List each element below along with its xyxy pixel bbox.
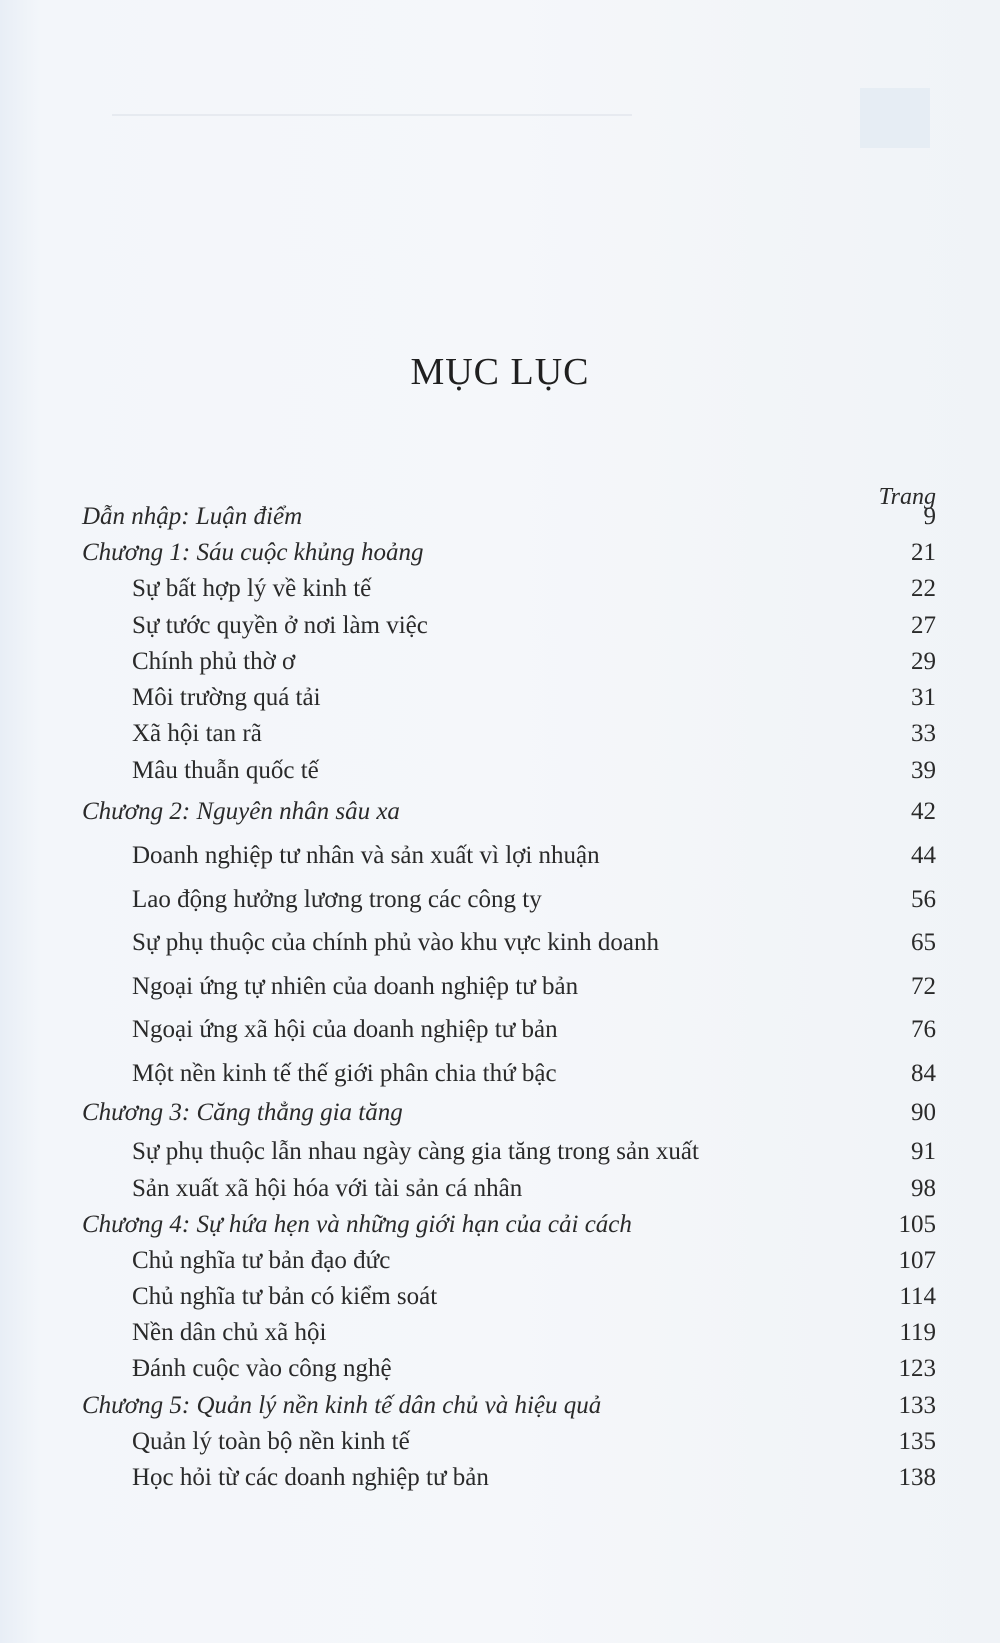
- toc-entry-page-number: 107: [898, 1247, 936, 1274]
- toc-entry-title: Chủ nghĩa tư bản đạo đức: [132, 1247, 391, 1274]
- toc-entry-page-number: 27: [911, 612, 936, 639]
- toc-entry-page-number: 21: [911, 539, 936, 566]
- toc-entry-page-number: 72: [911, 973, 936, 1000]
- toc-entry-page-number: 138: [898, 1464, 936, 1491]
- toc-entry-page-number: 44: [911, 842, 936, 869]
- toc-entry-title: Sự phụ thuộc lẫn nhau ngày càng gia tăng trong sản xuất: [132, 1138, 699, 1165]
- bleed-through-page-box: [860, 88, 930, 148]
- page-column-label: Trang: [878, 484, 936, 510]
- toc-entry-page-number: 42: [911, 798, 936, 825]
- page-title: MỤC LỤC: [410, 351, 590, 393]
- toc-chapter-entry: [82, 499, 936, 535]
- toc-section-entry: [82, 1056, 936, 1092]
- toc-entry-page-number: 119: [899, 1319, 936, 1346]
- toc-entry-title: Chương 4: Sự hứa hẹn và những giới hạn của cải cách: [82, 1211, 632, 1238]
- toc-entry-title: Ngoại ứng xã hội của doanh nghiệp tư bản: [132, 1016, 558, 1043]
- toc-section-entry: [82, 644, 936, 680]
- toc-chapter-entry: [82, 1388, 936, 1424]
- toc-section-entry: [82, 680, 936, 716]
- toc-entry-page-number: 39: [911, 757, 936, 784]
- toc-entry-title: Chủ nghĩa tư bản có kiểm soát: [132, 1283, 438, 1310]
- toc-entry-title: Chương 2: Nguyên nhân sâu xa: [82, 798, 400, 825]
- toc-entry-page-number: 123: [898, 1355, 936, 1382]
- toc-section-entry: [82, 1279, 936, 1315]
- toc-section-entry: [82, 882, 936, 918]
- toc-chapter-entry: [82, 1207, 936, 1243]
- toc-entry-title: Dẫn nhập: Luận điểm: [82, 503, 303, 530]
- toc-section-entry: [82, 608, 936, 644]
- toc-entry-page-number: 114: [899, 1283, 936, 1310]
- toc-section-entry: [82, 969, 936, 1005]
- toc-section-entry: [82, 925, 936, 961]
- toc-entry-title: Ngoại ứng tự nhiên của doanh nghiệp tư bản: [132, 973, 579, 1000]
- toc-chapter-entry: [82, 794, 936, 830]
- toc-entry-title: Chương 5: Quản lý nền kinh tế dân chủ và hiệu quả: [82, 1392, 602, 1419]
- toc-entry-page-number: 65: [911, 929, 936, 956]
- toc-entry-page-number: 9: [923, 503, 936, 530]
- toc-entry-page-number: 84: [911, 1060, 936, 1087]
- toc-entry-page-number: 29: [911, 648, 936, 675]
- toc-section-entry: [82, 1424, 936, 1460]
- toc-section-entry: [82, 1315, 936, 1351]
- toc-entry-page-number: 22: [911, 575, 936, 602]
- toc-entry-title: Doanh nghiệp tư nhân và sản xuất vì lợi nhuận: [132, 842, 600, 869]
- toc-entry-page-number: 31: [911, 684, 936, 711]
- toc-entry-page-number: 98: [911, 1175, 936, 1202]
- toc-entry-title: Quản lý toàn bộ nền kinh tế: [132, 1428, 410, 1455]
- toc-entry-page-number: 135: [898, 1428, 936, 1455]
- toc-entry-title: Chính phủ thờ ơ: [132, 648, 296, 675]
- toc-section-entry: [82, 1012, 936, 1048]
- toc-entry-page-number: 91: [911, 1138, 936, 1165]
- toc-chapter-entry: [82, 1095, 936, 1131]
- toc-section-entry: [82, 1171, 936, 1207]
- toc-entry-page-number: 33: [911, 720, 936, 747]
- toc-entry-title: Đánh cuộc vào công nghệ: [132, 1355, 392, 1382]
- toc-entry-title: Chương 3: Căng thẳng gia tăng: [82, 1099, 403, 1126]
- toc-section-entry: [82, 1351, 936, 1387]
- toc-entry-title: Học hỏi từ các doanh nghiệp tư bản: [132, 1464, 489, 1491]
- toc-entry-title: Chương 1: Sáu cuộc khủng hoảng: [82, 539, 424, 566]
- bleed-through-header: [112, 100, 632, 116]
- toc-section-entry: [82, 1460, 936, 1496]
- toc-entry-title: Xã hội tan rã: [132, 720, 262, 747]
- toc-entry-title: Lao động hưởng lương trong các công ty: [132, 886, 542, 913]
- toc-chapter-entry: [82, 535, 936, 571]
- toc-entry-title: Nền dân chủ xã hội: [132, 1319, 327, 1346]
- toc-entry-title: Một nền kinh tế thế giới phân chia thứ bậc: [132, 1060, 557, 1087]
- toc-section-entry: [82, 1134, 936, 1170]
- toc-section-entry: [82, 838, 936, 874]
- toc-entry-page-number: 105: [898, 1211, 936, 1238]
- toc-entry-title: Sản xuất xã hội hóa với tài sản cá nhân: [132, 1175, 523, 1202]
- toc-section-entry: [82, 1243, 936, 1279]
- toc-entry-title: Môi trường quá tải: [132, 684, 321, 711]
- toc-section-entry: [82, 716, 936, 752]
- toc-entry-page-number: 90: [911, 1099, 936, 1126]
- toc-entry-title: Sự tước quyền ở nơi làm việc: [132, 612, 428, 639]
- toc-entry-title: Sự phụ thuộc của chính phủ vào khu vực kinh doanh: [132, 929, 660, 956]
- toc-section-entry: [82, 753, 936, 789]
- toc-entry-page-number: 133: [898, 1392, 936, 1419]
- toc-entry-page-number: 76: [911, 1016, 936, 1043]
- toc-entry-title: Sự bất hợp lý về kinh tế: [132, 575, 372, 602]
- toc-section-entry: [82, 571, 936, 607]
- toc-entry-title: Mâu thuẫn quốc tế: [132, 757, 319, 784]
- toc-entry-page-number: 56: [911, 886, 936, 913]
